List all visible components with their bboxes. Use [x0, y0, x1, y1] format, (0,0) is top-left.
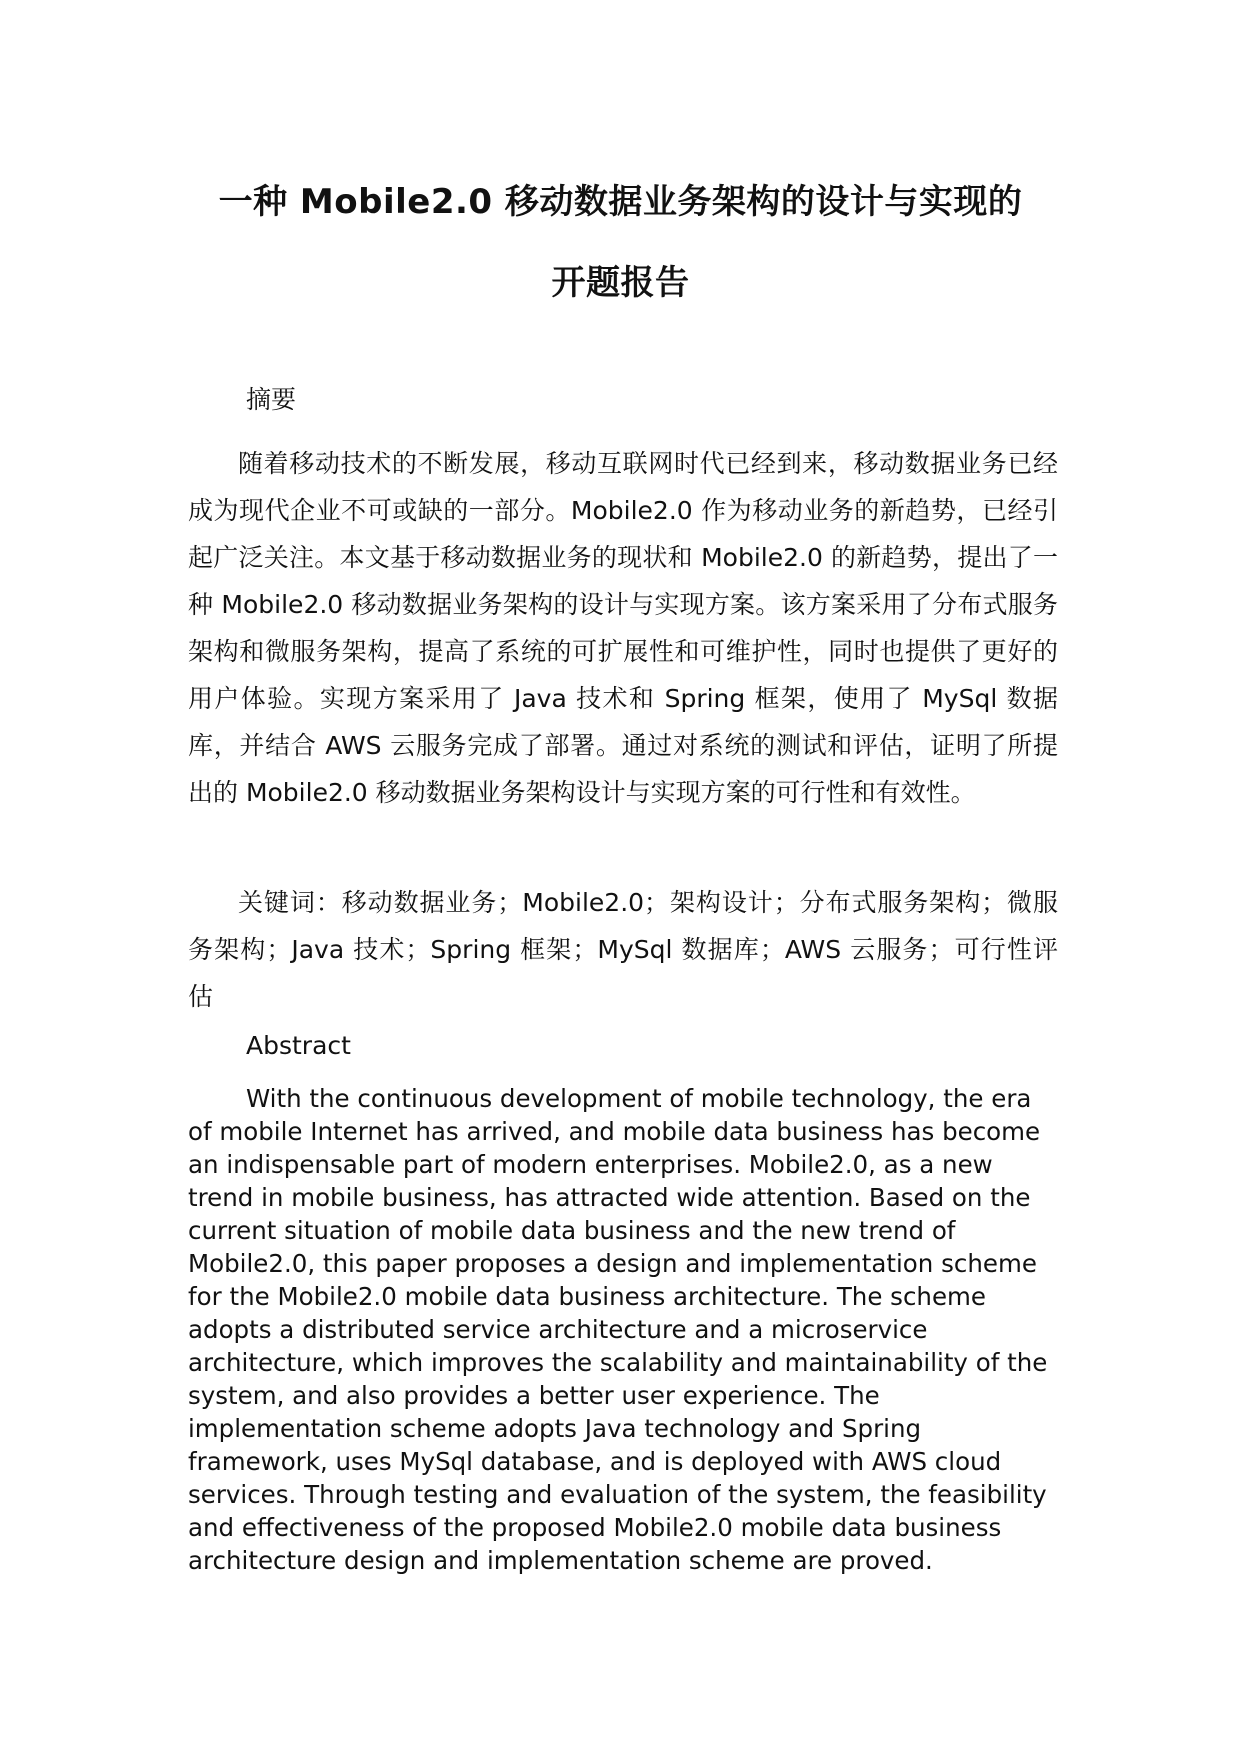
abstract-en-body: With the continuous development of mobile technology, the era of mobile Internet has arrived, and mobile data business has become an indispensable part of modern enterprises. Mobile2.0, as a new trend in mobile business, has attracted wide attention. Based on the current situation of mobile data business and the new trend of Mobile2.0, this paper proposes a design and implementation scheme for the Mobile2.0 mobile data business architecture. The scheme adopts a distributed service architecture and a microservice architecture, which improves the scalability and maintainability of the system, and also provides a better user experience. The implementation scheme adopts Java technology and Spring framework, uses MySql database, and is deployed with AWS cloud services. Through testing and evaluation of the system, the feasibility and effectiveness of the proposed Mobile2.0 mobile data business architecture design and implementation scheme are proved.: [188, 1084, 1048, 1575]
abstract-zh-heading-block: [188, 376, 1058, 423]
keywords-zh-block: [188, 879, 1058, 1020]
abstract-zh-body: 随着移动技术的不断发展，移动互联网时代已经到来，移动数据业务已经成为现代企业不可或缺的一部分。Mobile2.0 作为移动业务的新趋势，已经引起广泛关注。本文基于移动数据业务的现状和 Mobile2.0 的新趋势，提出了一种 Mobile2.0 移动数据业务架构的设计与实现方案。该方案采用了分布式服务架构和微服务架构，提高了系统的可扩展性和可维护性，同时也提供了更好的用户体验。实现方案采用了 Java 技术和 Spring 框架，使用了 MySql 数据库，并结合 AWS 云服务完成了部署。通过对系统的测试和评估，证明了所提出的 Mobile2.0 移动数据业务架构设计与实现方案的可行性和有效性。: [188, 449, 1058, 807]
title-line-1: 一种 Mobile2.0 移动数据业务架构的设计与实现的: [218, 182, 1023, 222]
abstract-en-heading-block: [188, 1030, 1058, 1062]
abstract-en-heading: Abstract: [246, 1031, 351, 1060]
abstract-zh-body-block: [188, 440, 1058, 816]
title-line-2: 开题报告: [551, 263, 690, 303]
abstract-en-body-block: [188, 1082, 1058, 1577]
abstract-zh-heading: 摘要: [246, 385, 297, 414]
keywords-zh: 关键词：移动数据业务；Mobile2.0；架构设计；分布式服务架构；微服务架构；Java 技术；Spring 框架；MySql 数据库；AWS 云服务；可行性评估: [188, 888, 1058, 1011]
